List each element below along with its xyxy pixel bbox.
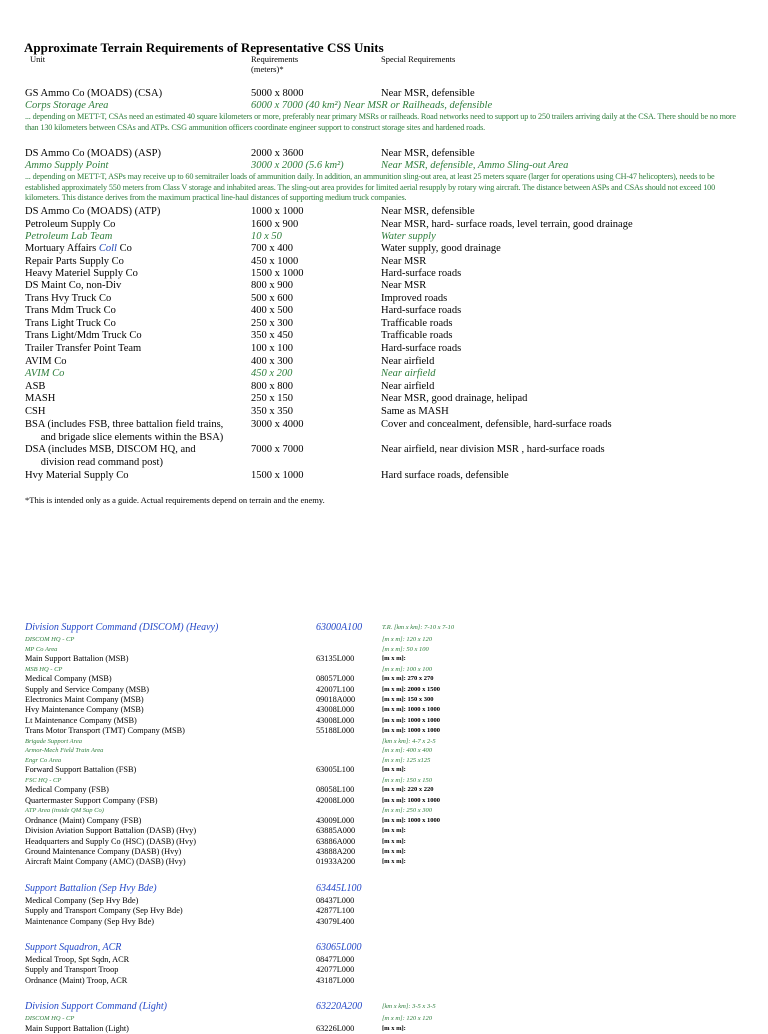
list-area-size: [m x m]: [382, 838, 406, 845]
requirement-value: 250 x 150 [251, 393, 293, 404]
list-unit-name: Quartermaster Support Company (FSB) [25, 796, 158, 805]
special-requirement: Near airfield, near division MSR , hard-surface roads [381, 444, 605, 455]
unit-name-group [25, 243, 132, 256]
list-area-size: [m x m]: [382, 766, 406, 773]
list-unit-name: Medical Company (FSB) [25, 785, 109, 794]
list-unit-code: 63226L000 [316, 1024, 355, 1033]
list-unit-name: Main Support Battalion (MSB) [25, 654, 129, 663]
list-unit-name: Engr Co Area [25, 757, 62, 764]
list-unit-name: Aircraft Maint Company (AMC) (DASB) (Hvy) [25, 857, 186, 866]
list-unit-code: 42007L100 [316, 685, 355, 694]
list-area-size: T.R. [km x km]: 7-10 x 7-10 [382, 624, 455, 631]
unit-name: AVIM Co [25, 368, 65, 379]
list-unit-name: Brigade Support Area [25, 738, 83, 745]
list-unit-name: Medical Company (Sep Hvy Bde) [25, 896, 139, 905]
unit-name: Petroleum Supply Co [25, 219, 116, 230]
list-unit-code: 63005L100 [316, 765, 355, 774]
list-unit-code: 42077L000 [316, 965, 355, 974]
list-unit-name: Ordnance (Maint) Troop, ACR [25, 976, 128, 985]
list-unit-name: MSB HQ - CP [25, 666, 63, 673]
list-area-size: [m x m]: 120 x 120 [382, 1015, 433, 1022]
list-area-size: [m x m]: 150 x 150 [382, 777, 433, 784]
unit-name: Mortuary Affairs [25, 243, 99, 254]
requirement-value: 100 x 100 [251, 343, 293, 354]
special-requirement: Near airfield [381, 368, 436, 379]
unit-name: DS Maint Co, non-Div [25, 280, 122, 291]
list-unit-code: 08477L000 [316, 955, 355, 964]
special-requirement: Near MSR, defensible [381, 148, 475, 159]
requirement-value: 5000 x 8000 [251, 88, 304, 99]
special-requirement: Water supply, good drainage [381, 243, 501, 254]
list-unit-name: Medical Company (MSB) [25, 674, 112, 683]
list-unit-code: 43187L000 [316, 976, 355, 985]
list-unit-code: 63445L100 [316, 883, 362, 894]
list-area-size: [m x m]: [382, 827, 406, 834]
requirement-value: 1500 x 1000 [251, 470, 304, 481]
special-requirement: Near airfield [381, 356, 435, 367]
special-requirement: Trafficable roads [381, 318, 453, 329]
unit-name: DS Ammo Co (MOADS) (ATP) [25, 206, 161, 217]
requirement-value: 350 x 350 [251, 406, 293, 417]
list-unit-name: Division Support Command (Light) [25, 1001, 167, 1012]
requirement-value: 450 x 1000 [251, 256, 299, 267]
list-area-size: [m x m]: 150 x 300 [382, 696, 434, 703]
special-requirement: Same as MASH [381, 406, 449, 417]
list-unit-code: 63220A200 [316, 1001, 363, 1012]
requirement-value: 1000 x 1000 [251, 206, 304, 217]
list-unit-code: 43009L000 [316, 816, 355, 825]
requirement-value: 6000 x 7000 (40 km²) Near MSR or Railheads, defensible [251, 100, 493, 111]
unit-name: Trailer Transfer Point Team [25, 343, 142, 354]
unit-name: MASH [25, 393, 56, 404]
unit-name: DSA (includes MSB, DISCOM HQ, and [25, 444, 196, 455]
special-requirement: Near MSR [381, 256, 427, 267]
special-requirement: Hard surface roads, defensible [381, 470, 509, 481]
requirement-value: 3000 x 4000 [251, 419, 304, 430]
unit-name: Ammo Supply Point [25, 160, 109, 171]
list-unit-name: Lt Maintenance Company (MSB) [25, 716, 137, 725]
requirement-value: 400 x 300 [251, 356, 293, 367]
list-unit-code: 43888A200 [316, 847, 356, 856]
requirement-value: 450 x 200 [251, 368, 293, 379]
special-requirement: Near MSR [381, 280, 427, 291]
list-unit-name: Supply and Transport Troop [25, 965, 119, 974]
list-unit-code: 42877L100 [316, 906, 355, 915]
list-unit-name: Division Aviation Support Battalion (DASB) (Hvy) [25, 826, 197, 835]
list-unit-name: Ordnance (Maint) Company (FSB) [25, 816, 142, 825]
footnote: *This is intended only as a guide. Actual requirements depend on terrain and the enemy. [25, 495, 325, 505]
list-unit-name: DISCOM HQ - CP [25, 636, 75, 643]
special-requirement: Near MSR, defensible [381, 206, 475, 217]
requirement-value: 250 x 300 [251, 318, 293, 329]
list-unit-code: 08437L000 [316, 896, 355, 905]
list-unit-name: ATP Area (inside QM Sup Co) [25, 807, 104, 814]
list-unit-name: Armor-Mech Field Train Area [25, 747, 104, 754]
list-unit-name: Trans Motor Transport (TMT) Company (MSB) [25, 726, 185, 735]
unit-name-suffix: Co [116, 243, 132, 254]
list-unit-name: Maintenance Company (Sep Hvy Bde) [25, 917, 155, 926]
requirement-value: 800 x 800 [251, 381, 293, 392]
requirement-value: 3000 x 2000 (5.6 km²) [251, 160, 344, 171]
list-area-size: [m x m]: 50 x 100 [382, 646, 429, 653]
header-special: Special Requirements [381, 54, 456, 64]
special-requirement: Near MSR, defensible, Ammo Sling-out Area [381, 160, 569, 171]
list-unit-code: 01933A200 [316, 857, 356, 866]
unit-name-highlight: Coll [98, 243, 117, 254]
list-unit-name: Electronics Maint Company (MSB) [25, 695, 144, 704]
list-unit-name: Supply and Service Company (MSB) [25, 685, 149, 694]
unit-name: Trans Hvy Truck Co [25, 293, 112, 304]
list-area-size: [m x m]: [382, 858, 406, 865]
list-area-size: [m x m]: [382, 1025, 406, 1032]
list-area-size: [m x m]: 120 x 120 [382, 636, 433, 643]
requirement-value: 700 x 400 [251, 243, 293, 254]
note-asp: ... depending on METT-T, ASPs may receive up to 60 semitrailer loads of ammunition daily. In addition, an ammunition sling-out area, at least 25 meters square (larger for operations using CH-47 helicopters), needs to be established approximately 550 meters from Class V storage and inhabited areas. The sling-out area provides for limited aerial resupply by rotary wing aircraft. The distance between ASPs and CSAs should not exceed 100 kilometers. This distance derives from the maximum practical line-haul distances of supporting medium truck companies. [25, 172, 716, 202]
list-area-size: [m x m]: 270 x 270 [382, 675, 434, 682]
list-area-size: [m x m]: [382, 655, 406, 662]
special-requirement: Near MSR, hard- surface roads, level terrain, good drainage [381, 219, 633, 230]
list-area-size: [m x m]: 1000 x 1000 [382, 797, 440, 804]
list-unit-code: 43079L400 [316, 917, 355, 926]
requirement-value: 10 x 50 [251, 231, 282, 242]
list-unit-name: Headquarters and Supply Co (HSC) (DASB) (Hvy) [25, 837, 196, 846]
unit-name: Trans Mdm Truck Co [25, 305, 116, 316]
special-requirement: Near MSR, defensible [381, 88, 475, 99]
unit-name: Hvy Material Supply Co [25, 470, 129, 481]
special-requirement: Water supply [381, 231, 436, 242]
special-requirement: Near MSR, good drainage, helipad [381, 393, 528, 404]
list-area-size: [km x km]: 3-5 x 3-5 [382, 1003, 436, 1010]
list-unit-code: 55188L000 [316, 726, 355, 735]
list-unit-code: 08058L100 [316, 785, 355, 794]
special-requirement: Hard-surface roads [381, 305, 462, 316]
list-area-size: [m x m]: 125 x125 [382, 757, 431, 764]
list-unit-code: 63065L000 [316, 942, 362, 953]
unit-name: AVIM Co [25, 356, 67, 367]
list-area-size: [m x m]: 250 x 300 [382, 807, 433, 814]
special-requirement: Hard-surface roads [381, 343, 462, 354]
unit-name: Petroleum Lab Team [25, 231, 113, 242]
list-area-size: [m x m]: 100 x 100 [382, 666, 433, 673]
header-requirements: Requirements (meters)* [251, 54, 299, 74]
unit-name: CSH [25, 406, 46, 417]
list-area-size: [m x m]: 400 x 400 [382, 747, 433, 754]
list-area-size: [km x km]: 4-7 x 2-5 [382, 738, 436, 745]
header-unit: Unit [30, 54, 46, 64]
list-unit-code: 09018A000 [316, 695, 356, 704]
list-unit-name: Support Battalion (Sep Hvy Bde) [25, 883, 157, 894]
unit-name: Trans Light/Mdm Truck Co [25, 330, 142, 341]
unit-name: Heavy Materiel Supply Co [25, 268, 138, 279]
requirement-value: 350 x 450 [251, 330, 293, 341]
list-area-size: [m x m]: 2000 x 1500 [382, 686, 440, 693]
list-unit-code: 08057L000 [316, 674, 355, 683]
list-area-size: [m x m]: [382, 848, 406, 855]
special-requirement: Near airfield [381, 381, 435, 392]
unit-name: ASB [25, 381, 46, 392]
list-unit-name: Forward Support Battalion (FSB) [25, 765, 137, 774]
list-unit-name: Ground Maintenance Company (DASB) (Hvy) [25, 847, 182, 856]
requirement-value: 1600 x 900 [251, 219, 299, 230]
list-unit-name: MP Co Area [25, 646, 58, 653]
unit-name: Trans Light Truck Co [25, 318, 116, 329]
list-unit-name: Supply and Transport Company (Sep Hvy Bde) [25, 906, 183, 915]
unit-name: BSA (includes FSB, three battalion field trains, [25, 419, 224, 430]
unit-name: division read command post) [25, 457, 163, 468]
list-unit-code: 63885A000 [316, 826, 356, 835]
list-area-size: [m x m]: 1000 x 1000 [382, 817, 440, 824]
requirement-value: 1500 x 1000 [251, 268, 304, 279]
list-unit-name: Main Support Battalion (Light) [25, 1024, 129, 1033]
list-area-size: [m x m]: 1000 x 1000 [382, 717, 440, 724]
list-area-size: [m x m]: 1000 x 1000 [382, 706, 440, 713]
unit-name: Corps Storage Area [25, 100, 109, 111]
list-unit-name: Division Support Command (DISCOM) (Heavy) [25, 622, 219, 633]
page-title: Approximate Terrain Requirements of Representative CSS Units [24, 40, 384, 55]
list-unit-name: FSC HQ - CP [25, 777, 62, 784]
special-requirement: Hard-surface roads [381, 268, 462, 279]
list-unit-name: Hvy Maintenance Company (MSB) [25, 705, 144, 714]
list-unit-code: 63000A100 [316, 622, 363, 633]
requirement-value: 7000 x 7000 [251, 444, 304, 455]
unit-name: and brigade slice elements within the BSA) [25, 432, 224, 443]
unit-name: Repair Parts Supply Co [25, 256, 124, 267]
list-unit-code: 43008L000 [316, 716, 355, 725]
list-unit-name: Support Squadron, ACR [25, 942, 122, 953]
list-unit-name: Medical Troop, Spt Sqdn, ACR [25, 955, 130, 964]
unit-name: GS Ammo Co (MOADS) (CSA) [25, 88, 163, 99]
list-unit-name: DISCOM HQ - CP [25, 1015, 75, 1022]
special-requirement: Trafficable roads [381, 330, 453, 341]
requirement-value: 2000 x 3600 [251, 148, 304, 159]
list-unit-code: 63886A000 [316, 837, 356, 846]
special-requirement: Cover and concealment, defensible, hard-surface roads [381, 419, 612, 430]
list-unit-code: 42008L000 [316, 796, 355, 805]
requirement-value: 400 x 500 [251, 305, 293, 316]
requirement-value: 800 x 900 [251, 280, 293, 291]
list-area-size: [m x m]: 220 x 220 [382, 786, 434, 793]
unit-name: DS Ammo Co (MOADS) (ASP) [25, 148, 161, 159]
list-unit-code: 43008L000 [316, 705, 355, 714]
note-csa: ... depending on METT-T, CSAs need an estimated 40 square kilometers or more, preferably near primary MSRs or railheads. Road networks need to support up to 250 trailers arriving daily at the CSA. There should be no more than 130 kilometers between CSAs and ATPs. CSG ammunition officers coordinate engineer support to construct storage sites and hardened roads. [25, 112, 736, 132]
list-unit-code: 63135L000 [316, 654, 355, 663]
special-requirement: Improved roads [381, 293, 448, 304]
requirement-value: 500 x 600 [251, 293, 293, 304]
list-area-size: [m x m]: 1000 x 1000 [382, 727, 440, 734]
